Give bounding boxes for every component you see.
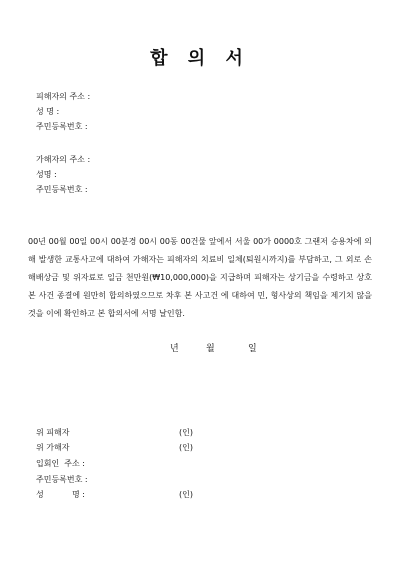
date-year-label: 년 (170, 344, 179, 354)
offender-seal-mark: (인) (179, 443, 193, 452)
date-month-label: 월 (206, 344, 215, 354)
witness-seal-mark: (인) (179, 490, 193, 499)
offender-rrn-label: 주민등록번호 : (36, 185, 88, 194)
offender-signature-label: 위 가해자 (36, 443, 70, 452)
agreement-body: 00년 00월 00일 00시 00분경 00시 00동 00건물 앞에서 서울 00가 0000호 그랜저 승용차에 의해 발생한 교통사고에 대하여 가해자는 피해자의 치료비 일체(퇴원시까지)를 부담하고, 그 외로 손해배상금 및 위자료로 일금 천만원(₩10,000,000)을 지급하며 피해자는 상기금을 수령하고 상호 본 사건 종결에 원만히 합의하였으므로 차후 본 사고건 에 대하여 민, 형사상의 책임을 제기치 않을 것을 이에 확인하고 본 합의서에 서명 날인함. (28, 237, 372, 318)
offender-name-label: 성명 : (36, 170, 57, 179)
offender-address-label: 가해자의 주소 : (36, 155, 91, 164)
victim-seal-mark: (인) (179, 428, 193, 437)
victim-name-label: 성 명 : (36, 107, 60, 116)
victim-signature-label: 위 피해자 (36, 428, 70, 437)
date-day-label: 일 (248, 344, 257, 354)
victim-address-label: 피해자의 주소 : (36, 92, 91, 101)
witness-rrn-label: 주민등록번호 : (36, 475, 88, 484)
witness-name-label-first: 성 (36, 490, 44, 499)
document-title: 합 의 서 (150, 48, 250, 69)
witness-address-label: 입회인 주소 : (36, 459, 85, 468)
victim-rrn-label: 주민등록번호 : (36, 122, 88, 131)
witness-name-label-second: 명 : (72, 490, 85, 499)
